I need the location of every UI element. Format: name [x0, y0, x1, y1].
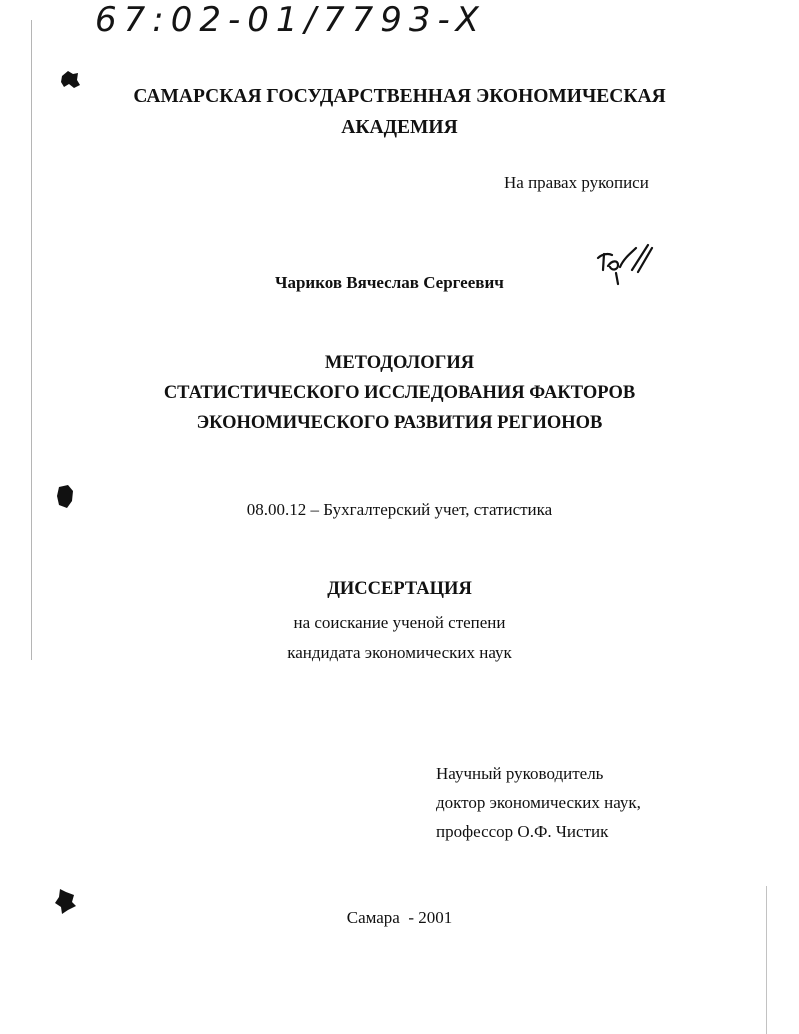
supervisor-block: [436, 759, 641, 846]
title-line-1: МЕТОДОЛОГИЯ: [324, 353, 475, 373]
supervisor-line-3: профессор О.Ф. Чистик: [436, 822, 609, 841]
city-and-year: Самара - 2001: [346, 908, 453, 927]
author-name: Чариков Вячеслав Сергеевич: [275, 273, 504, 292]
title-line-2: СТАТИСТИЧЕСКОГО ИССЛЕДОВАНИЯ ФАКТОРОВ: [163, 383, 636, 403]
degree-description: [0, 608, 799, 668]
dissertation-heading: ДИССЕРТАЦИЯ: [327, 579, 472, 599]
institution-name: [0, 81, 799, 143]
dissertation-title: [0, 348, 799, 438]
degree-line-1: на соискание ученой степени: [293, 613, 506, 632]
institution-line-2: АКАДЕМИЯ: [341, 117, 458, 138]
rights-note: На правах рукописи: [504, 173, 649, 192]
supervisor-line-2: доктор экономических наук,: [436, 793, 641, 812]
supervisor-line-1: Научный руководитель: [436, 764, 604, 783]
institution-line-1: САМАРСКАЯ ГОСУДАРСТВЕННАЯ ЭКОНОМИЧЕСКАЯ: [133, 86, 666, 107]
handwritten-catalog-number: 67:02-01/7793-X: [95, 0, 486, 40]
author-signature-icon: [588, 240, 658, 290]
title-line-3: ЭКОНОМИЧЕСКОГО РАЗВИТИЯ РЕГИОНОВ: [196, 413, 603, 433]
specialty-code: 08.00.12 – Бухгалтерский учет, статистика: [246, 500, 553, 519]
degree-line-2: кандидата экономических наук: [287, 643, 512, 662]
